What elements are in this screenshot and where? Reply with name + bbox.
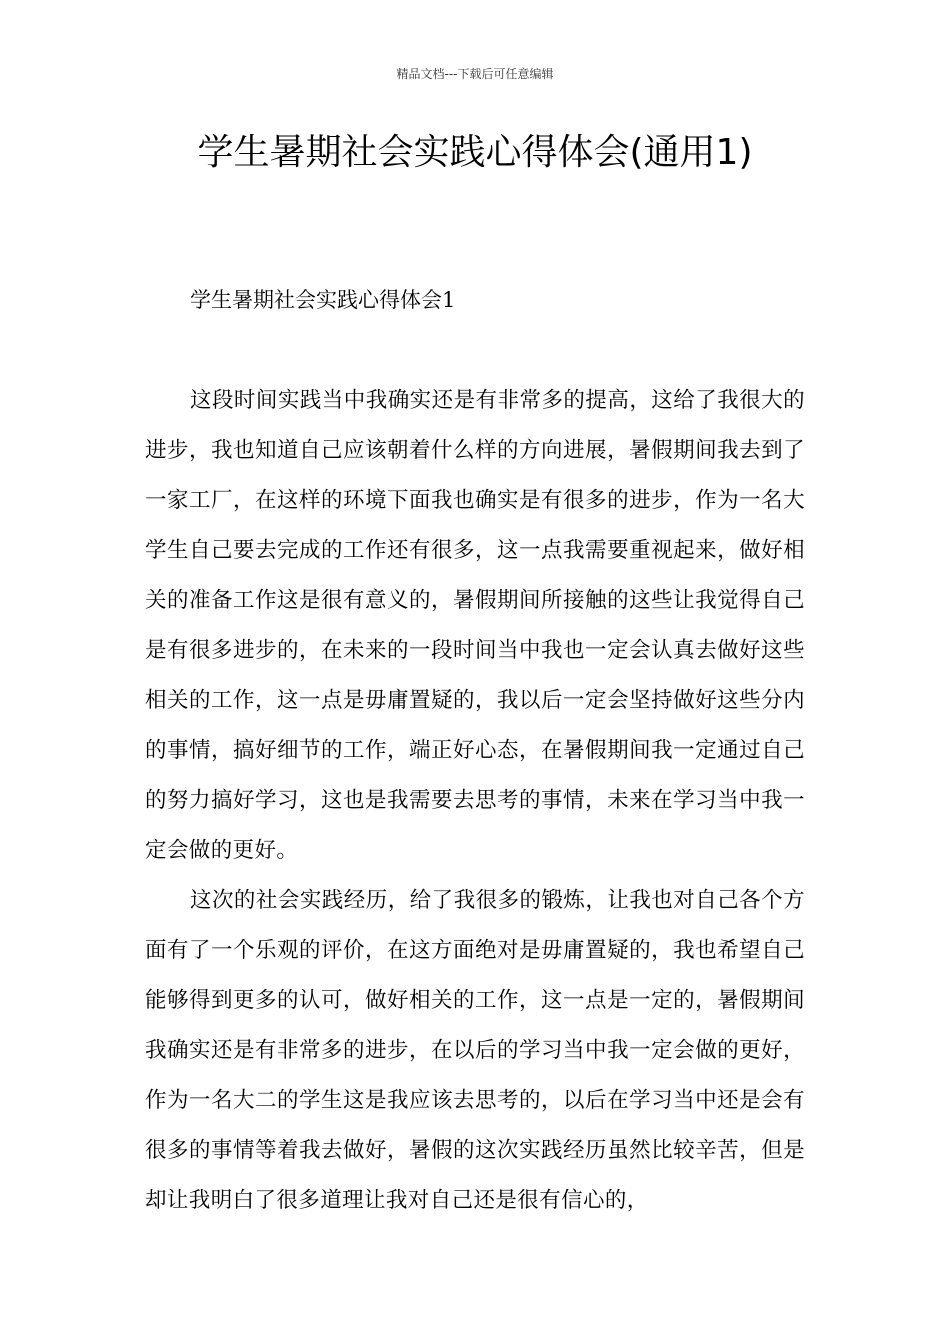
- page-title: 学生暑期社会实践心得体会(通用1): [197, 132, 753, 173]
- header-note: 精品文档---下载后可任意编辑: [396, 67, 554, 81]
- section-heading: 学生暑期社会实践心得体会1: [190, 288, 456, 312]
- paragraph: 这次的社会实践经历，给了我很多的锻炼，让我也对自己各个方面有了一个乐观的评价，在这方面绝对是毋庸置疑的，我也希望自己能够得到更多的认可，做好相关的工作，这一点是一定的，暑假期间我确实还是有非常多的进步，在以后的学习当中我一定会做的更好，作为一名大二的学生这是我应该去思考的，以后在学习当中还是会有很多的事情等着我去做好，暑假的这次实践经历虽然比较辛苦，但是却让我明白了很多道理让我对自己还是很有信心的，: [145, 888, 805, 1213]
- body-text: [145, 376, 805, 1226]
- paragraph: 这段时间实践当中我确实还是有非常多的提高，这给了我很大的进步，我也知道自己应该朝着什么样的方向进展，暑假期间我去到了一家工厂，在这样的环境下面我也确实是有很多的进步，作为一名大学生自己要去完成的工作还有很多，这一点我需要重视起来，做好相关的准备工作这是很有意义的，暑假期间所接触的这些让我觉得自己是有很多进步的，在未来的一段时间当中我也一定会认真去做好这些相关的工作，这一点是毋庸置疑的，我以后一定会坚持做好这些分内的事情，搞好细节的工作，端正好心态，在暑假期间我一定通过自己的努力搞好学习，这也是我需要去思考的事情，未来在学习当中我一定会做的更好。: [145, 388, 805, 863]
